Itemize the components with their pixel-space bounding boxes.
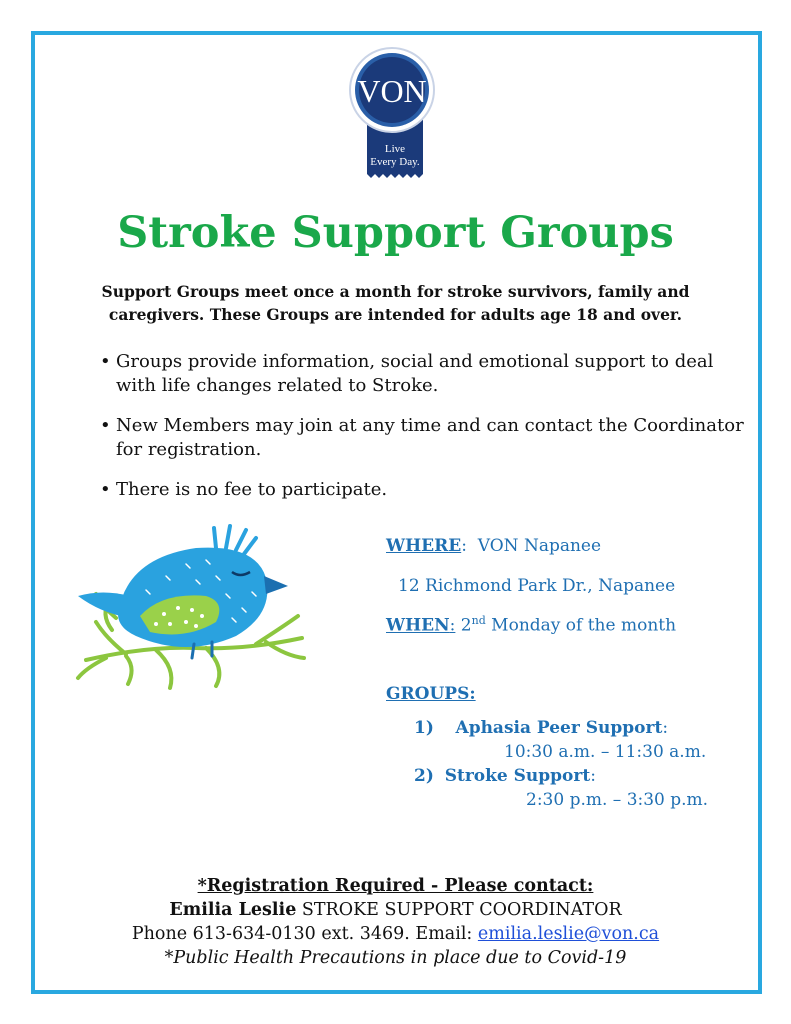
when-label: WHEN: [386, 615, 450, 636]
contact-footer: [0, 874, 791, 970]
page-title: Stroke Support Groups: [117, 208, 674, 258]
group-time: 10:30 a.m. – 11:30 a.m.: [504, 742, 707, 762]
address: 12 Richmond Park Dr., Napanee: [398, 576, 676, 596]
group-time: 2:30 p.m. – 3:30 p.m.: [526, 790, 709, 810]
list-item: • New Members may join at any time and can contact the Coordinator for registration.: [100, 415, 744, 460]
svg-text:VON: VON: [357, 73, 427, 109]
group-name: Stroke Support: [444, 766, 591, 786]
svg-text:Every Day.: Every Day.: [370, 156, 420, 168]
email-link[interactable]: emilia.leslie@von.ca: [477, 924, 660, 944]
benefit-list: [100, 350, 750, 518]
groups-heading: GROUPS:: [386, 684, 476, 704]
where-value: VON Napanee: [477, 536, 602, 556]
group-item: 1) Aphasia Peer Support:: [414, 718, 669, 738]
intro-paragraph: Support Groups meet once a month for stroke survivors, family and caregivers. These Groups are intended for adults age 18 and over.: [101, 282, 690, 324]
von-logo: [343, 46, 441, 178]
bluebird-illustration: [66, 518, 310, 698]
covid-note: *Public Health Precautions in place due to Covid-19: [164, 948, 627, 968]
contact-role: STROKE SUPPORT COORDINATOR: [296, 900, 622, 920]
list-item: • Groups provide information, social and emotional support to deal with life changes related to Stroke.: [100, 351, 714, 396]
svg-text:Live: Live: [384, 143, 406, 155]
where-label: WHERE: [386, 536, 462, 556]
list-item: • There is no fee to participate.: [100, 479, 388, 500]
group-name: Aphasia Peer Support: [455, 718, 663, 738]
bullet-icon: •: [100, 479, 111, 500]
when-row: WHEN: 2nd Monday of the month: [386, 614, 677, 636]
bullet-icon: •: [100, 415, 111, 436]
bullet-icon: •: [100, 351, 111, 372]
phone-email-line: Phone 613-634-0130 ext. 3469. Email: emilia.leslie@von.ca: [131, 924, 660, 944]
when-value: Monday of the month: [491, 615, 677, 636]
where-row: WHERE: VON Napanee: [386, 536, 602, 556]
contact-name: Emilia Leslie: [169, 900, 297, 920]
registration-note: *Registration Required - Please contact:: [197, 876, 594, 896]
group-item: 2) Stroke Support:: [414, 766, 596, 786]
coordinator-line: [0, 898, 791, 922]
